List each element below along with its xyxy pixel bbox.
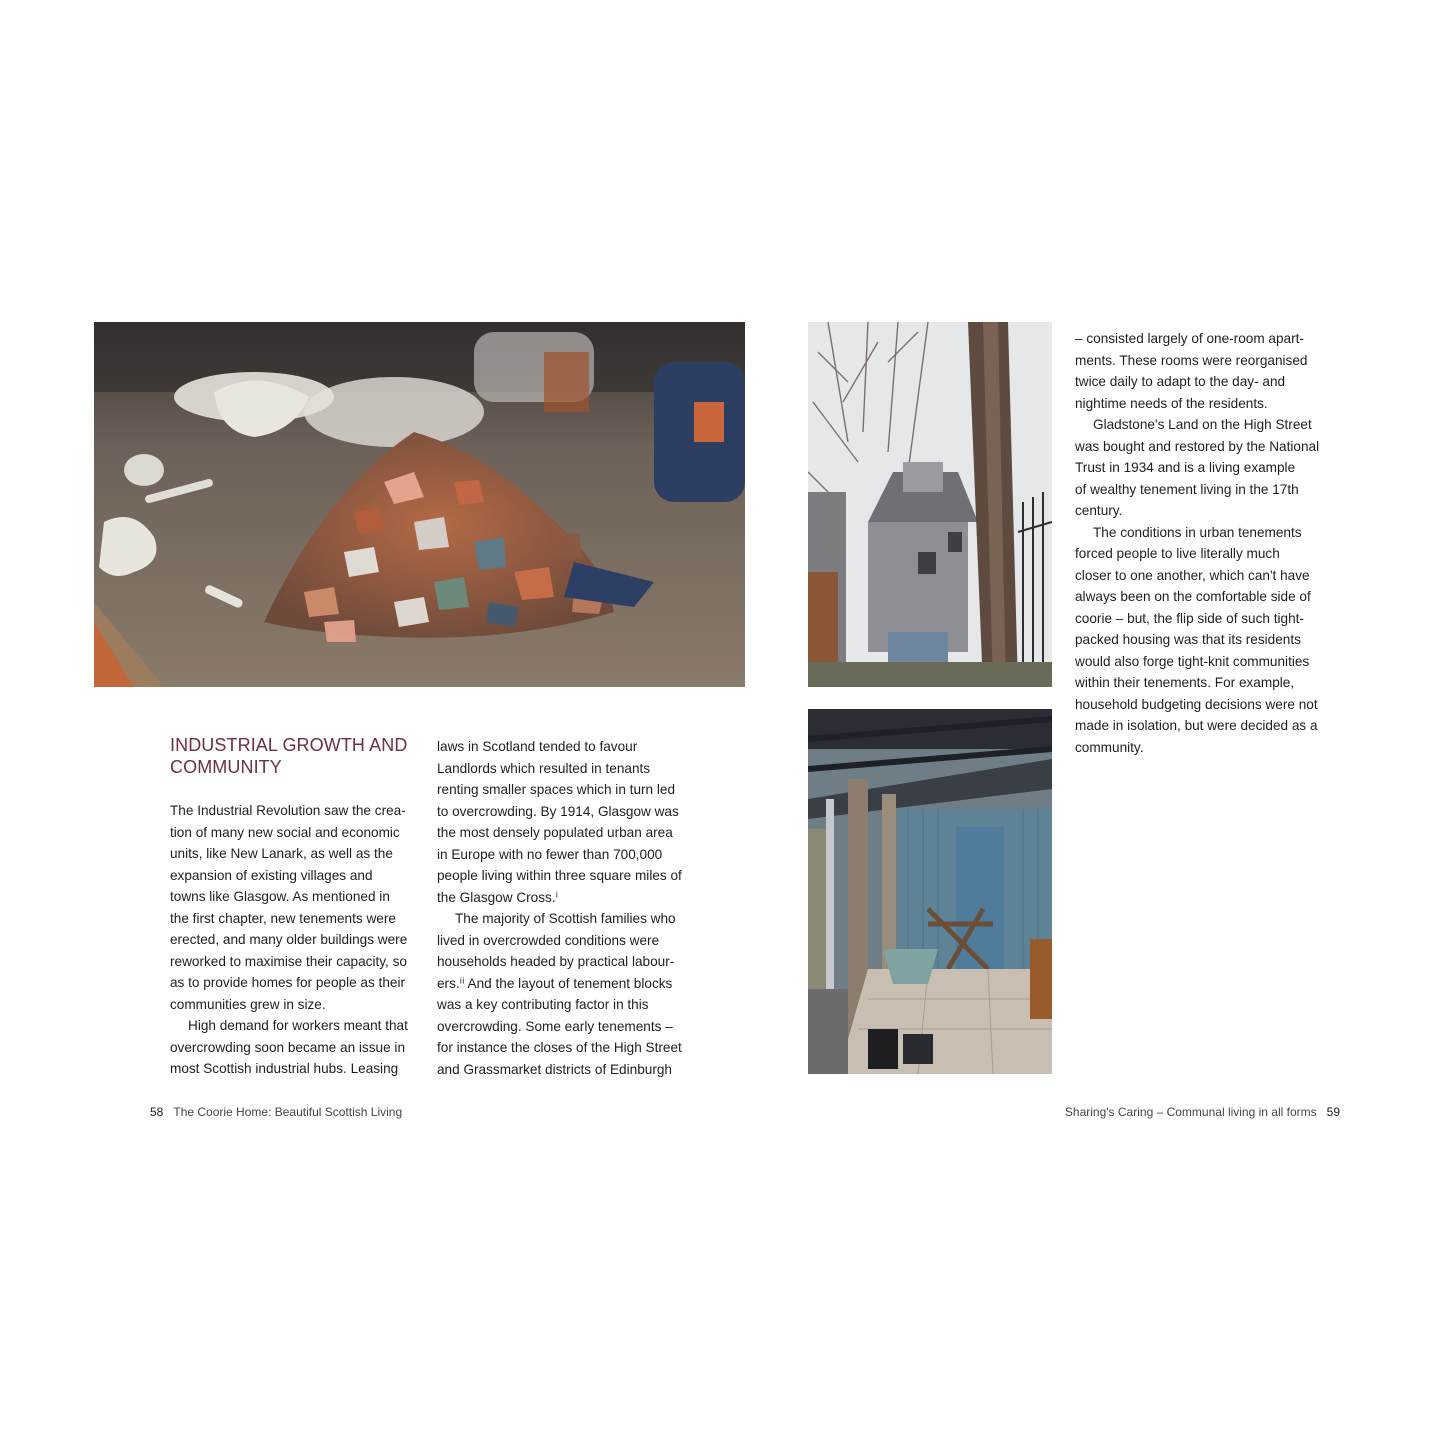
text-line: lived in overcrowded conditions were <box>437 932 660 948</box>
text-line: household budgeting decisions were not <box>1075 696 1318 712</box>
text-line: people living within three square miles of <box>437 868 682 883</box>
text-line: to overcrowding. By 1914, Glasgow was <box>437 803 679 819</box>
text-line: tion of many new social and economic <box>170 824 400 840</box>
text-line: of wealthy tenement living in the 17th <box>1075 481 1299 497</box>
text-line: would also forge tight-knit communities <box>1075 653 1310 669</box>
text-line: Gladstone's Land on the High Street <box>1093 417 1312 432</box>
text-line: expansion of existing villages and <box>170 867 373 883</box>
text-line: reworked to maximise their capacity, so <box>170 953 407 969</box>
text-line: the first chapter, new tenements were <box>170 910 396 926</box>
body-column-3 <box>1075 328 1319 758</box>
text-line: century. <box>1075 503 1123 518</box>
text-line: The Industrial Revolution saw the crea- <box>170 803 406 818</box>
text-line: The conditions in urban tenements <box>1093 524 1302 540</box>
text-line: most Scottish industrial hubs. Leasing <box>170 1061 399 1076</box>
section-heading <box>170 734 410 778</box>
page-number-left: 58 <box>150 1105 164 1119</box>
book-title: The Coorie Home: Beautiful Scottish Living <box>173 1105 403 1119</box>
photo-blue-porch <box>808 709 1052 1074</box>
text-line: was bought and restored by the National <box>1075 438 1320 454</box>
text-line: Landlords which resulted in tenants <box>437 760 651 776</box>
text-line: within their tenements. For example, <box>1075 675 1295 690</box>
body-column-1 <box>170 800 408 1080</box>
text-line: High demand for workers meant that <box>188 1018 408 1033</box>
text-line: erected, and many older buildings were <box>170 932 408 947</box>
text-line: units, like New Lanark, as well as the <box>170 846 393 861</box>
text-line: for instance the closes of the High Street <box>437 1040 682 1055</box>
text-line: community. <box>1075 739 1144 755</box>
body-column-2 <box>437 736 682 1080</box>
text-line: made in isolation, but were decided as a <box>1075 718 1318 733</box>
text-line: coorie – but, the flip side of such tight- <box>1075 610 1304 626</box>
heading-line: COMMUNITY <box>170 757 282 777</box>
photo-ceramic-buttons <box>94 322 745 687</box>
text-line: the Glasgow Cross.ⁱ <box>437 889 559 905</box>
text-line: twice daily to adapt to the day- and <box>1075 374 1286 389</box>
text-line: nightime needs of the residents. <box>1075 395 1268 411</box>
text-line: as to provide homes for people as their <box>170 975 406 990</box>
text-line: ments. These rooms were reorganised <box>1075 352 1308 368</box>
text-line: the most densely populated urban area <box>437 825 673 840</box>
text-line: renting smaller spaces which in turn led <box>437 782 676 797</box>
page-number-right: 59 <box>1326 1105 1340 1119</box>
text-line: The majority of Scottish families who <box>455 911 676 926</box>
text-line: communities grew in size. <box>170 996 326 1012</box>
text-line: laws in Scotland tended to favour <box>437 739 638 754</box>
text-line: households headed by practical labour- <box>437 954 675 969</box>
text-line: closer to one another, which can't have <box>1075 567 1310 583</box>
footer-right <box>1065 1104 1340 1120</box>
text-line: always been on the comfortable side of <box>1075 589 1311 604</box>
text-line: overcrowding. Some early tenements – <box>437 1018 673 1034</box>
text-line: towns like Glasgow. As mentioned in <box>170 889 390 904</box>
chapter-title: Sharing's Caring – Communal living in all forms <box>1064 1105 1317 1119</box>
text-line: Trust in 1934 and is a living example <box>1075 460 1296 475</box>
text-line: in Europe with no fewer than 700,000 <box>437 846 663 862</box>
text-line: forced people to live literally much <box>1075 546 1280 561</box>
photo-house-trees <box>808 322 1052 687</box>
text-line: was a key contributing factor in this <box>437 997 649 1012</box>
text-line: packed housing was that its residents <box>1075 632 1301 647</box>
text-line: overcrowding soon became an issue in <box>170 1039 406 1055</box>
heading-line: INDUSTRIAL GROWTH AND <box>170 735 408 755</box>
text-line: and Grassmarket districts of Edinburgh <box>437 1061 672 1077</box>
footer-left <box>150 1104 402 1120</box>
text-line: – consisted largely of one-room apart- <box>1075 331 1304 346</box>
text-line: ers.ⁱⁱ And the layout of tenement blocks <box>437 975 673 991</box>
